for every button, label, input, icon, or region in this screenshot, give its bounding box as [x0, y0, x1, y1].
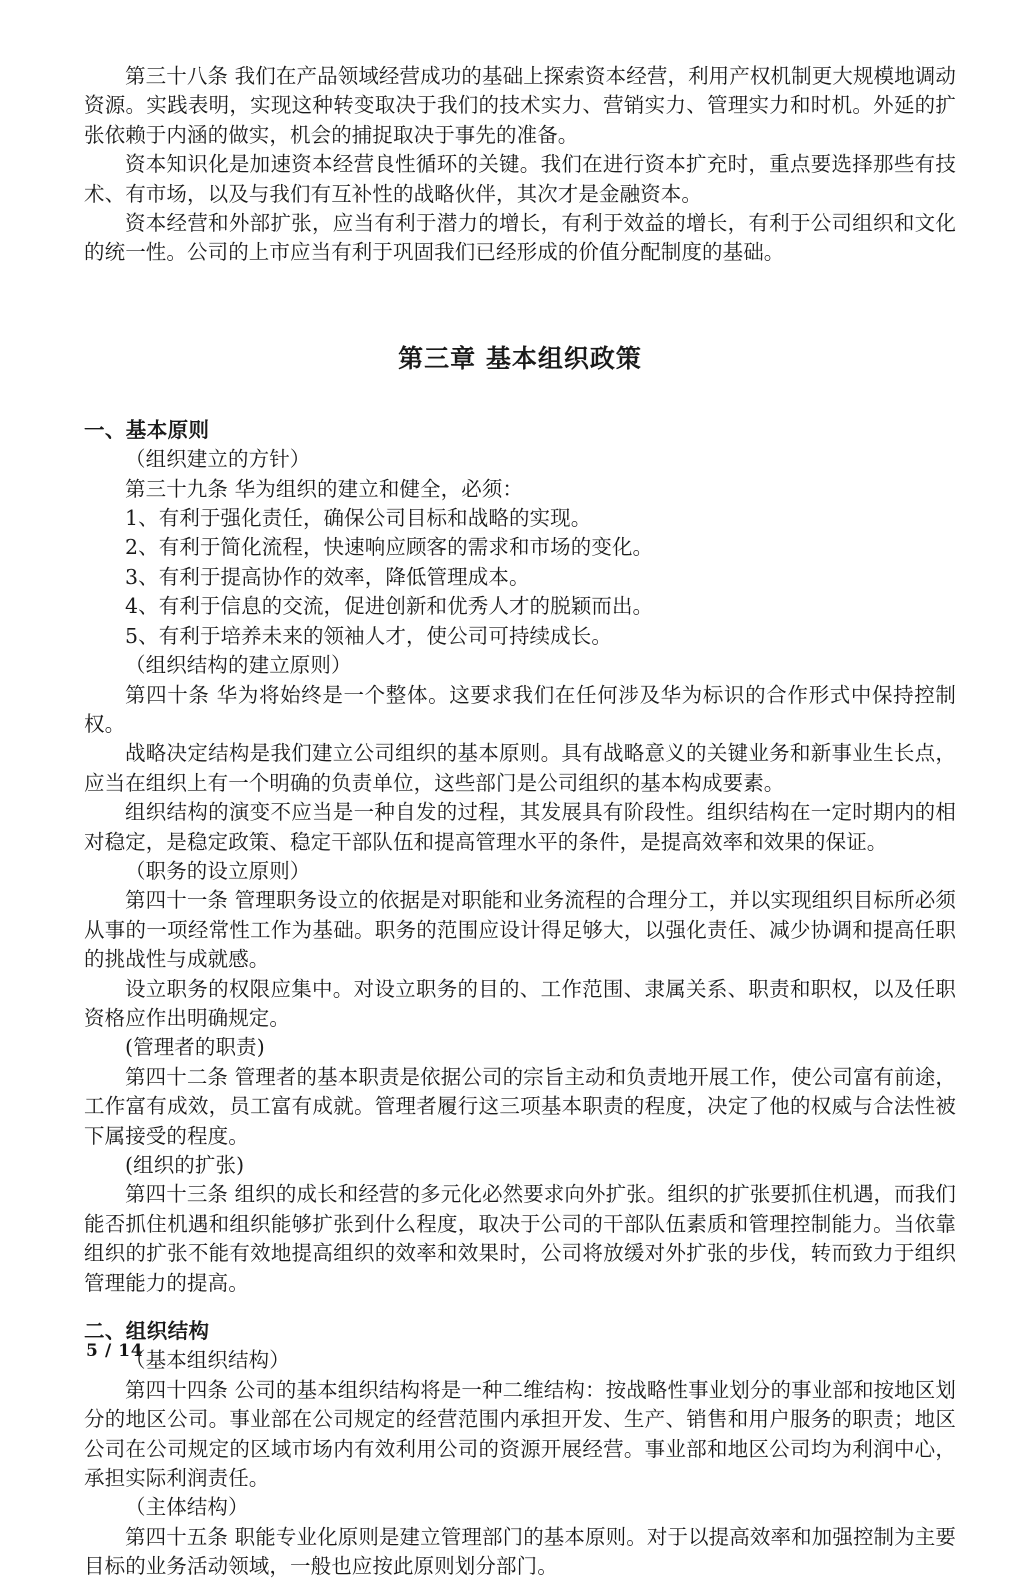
paragraph: 第四十一条 管理职务设立的依据是对职能和业务流程的合理分工，并以实现组织目标所必须从事的一项经常性工作为基础。职务的范围应设计得足够大，以强化责任、减少协调和提高任职的挑战性与成就感。	[84, 888, 956, 972]
section-heading-1: 一、基本原则	[84, 417, 210, 442]
list-item: 2、有利于简化流程，快速响应顾客的需求和市场的变化。	[125, 535, 654, 560]
list-item: 1、有利于强化责任，确保公司目标和战略的实现。	[125, 506, 592, 531]
sub-label: （组织建立的方针）	[125, 447, 311, 472]
sub-label: (组织的扩张)	[125, 1153, 245, 1177]
paragraph: 第四十三条 组织的成长和经营的多元化必然要求向外扩张。组织的扩张要抓住机遇，而我们能否抓住机遇和组织能够扩张到什么程度，取决于公司的干部队伍素质和管理控制能力。当依靠组织的扩张不能有效地提高组织的效率和效果时，公司将放缓对外扩张的步伐，转而致力于组织管理能力的提高。	[84, 1182, 956, 1295]
spacer	[84, 376, 956, 416]
list-item: 5、有利于培养未来的领袖人才，使公司可持续成长。	[125, 623, 612, 648]
clause-line: 第三十九条 华为组织的建立和健全，必须：	[125, 476, 524, 501]
list-item: 4、有利于信息的交流，促进创新和优秀人才的脱颖而出。	[125, 594, 654, 619]
sub-label: （组织结构的建立原则）	[125, 653, 352, 678]
sub-label: （主体结构）	[125, 1495, 249, 1520]
list-item: 3、有利于提高协作的效率，降低管理成本。	[125, 564, 530, 589]
chapter-title: 第三章 基本组织政策	[398, 343, 642, 373]
paragraph: 第四十条 华为将始终是一个整体。这要求我们在任何涉及华为标识的合作形式中保持控制权。	[84, 682, 956, 736]
paragraph: 组织结构的演变不应当是一种自发的过程，其发展具有阶段性。组织结构在一定时期内的相对稳定，是稳定政策、稳定干部队伍和提高管理水平的条件，是提高效率和效果的保证。	[84, 800, 956, 854]
paragraph: 第四十五条 职能专业化原则是建立管理部门的基本原则。对于以提高效率和加强控制为主要目标的业务活动领域，一般也应按此原则划分部门。	[84, 1524, 956, 1579]
spacer	[84, 268, 956, 342]
page-content	[84, 62, 956, 1582]
spacer	[84, 1298, 956, 1317]
paragraph: 资本知识化是加速资本经营良性循环的关键。我们在进行资本扩充时，重点要选择那些有技术、有市场，以及与我们有互补性的战略伙伴，其次才是金融资本。	[84, 152, 956, 206]
sub-label: （职务的设立原则）	[125, 858, 311, 883]
paragraph: 设立职务的权限应集中。对设立职务的目的、工作范围、隶属关系、职责和职权，以及任职资格应作出明确规定。	[84, 976, 956, 1030]
paragraph: 第三十八条 我们在产品领域经营成功的基础上探索资本经营，利用产权机制更大规模地调动资源。实践表明，实现这种转变取决于我们的技术实力、营销实力、管理实力和时机。外延的扩张依赖于内涵的做实，机会的捕捉取决于事先的准备。	[84, 64, 956, 147]
sub-label: (管理者的职责)	[125, 1035, 265, 1060]
sub-label: （基本组织结构）	[125, 1348, 290, 1373]
paragraph: 资本经营和外部扩张，应当有利于潜力的增长，有利于效益的增长，有利于公司组织和文化的统一性。公司的上市应当有利于巩固我们已经形成的价值分配制度的基础。	[84, 211, 956, 265]
paragraph: 第四十二条 管理者的基本职责是依据公司的宗旨主动和负责地开展工作，使公司富有前途，工作富有成效，员工富有成就。管理者履行这三项基本职责的程度，决定了他的权威与合法性被下属接受的程度。	[84, 1064, 956, 1148]
paragraph: 第四十四条 公司的基本组织结构将是一种二维结构：按战略性事业划分的事业部和按地区划分的地区公司。事业部在公司规定的经营范围内承担开发、生产、销售和用户服务的职责；地区公司在公司规定的区域市场内有效利用公司的资源开展经营。事业部和地区公司均为利润中心，承担实际利润责任。	[84, 1377, 956, 1491]
page-number: 5 / 14	[86, 1341, 144, 1361]
section-heading-2: 二、组织结构	[84, 1319, 210, 1344]
paragraph: 战略决定结构是我们建立公司组织的基本原则。具有战略意义的关键业务和新事业生长点，应当在组织上有一个明确的负责单位，这些部门是公司组织的基本构成要素。	[84, 741, 956, 795]
